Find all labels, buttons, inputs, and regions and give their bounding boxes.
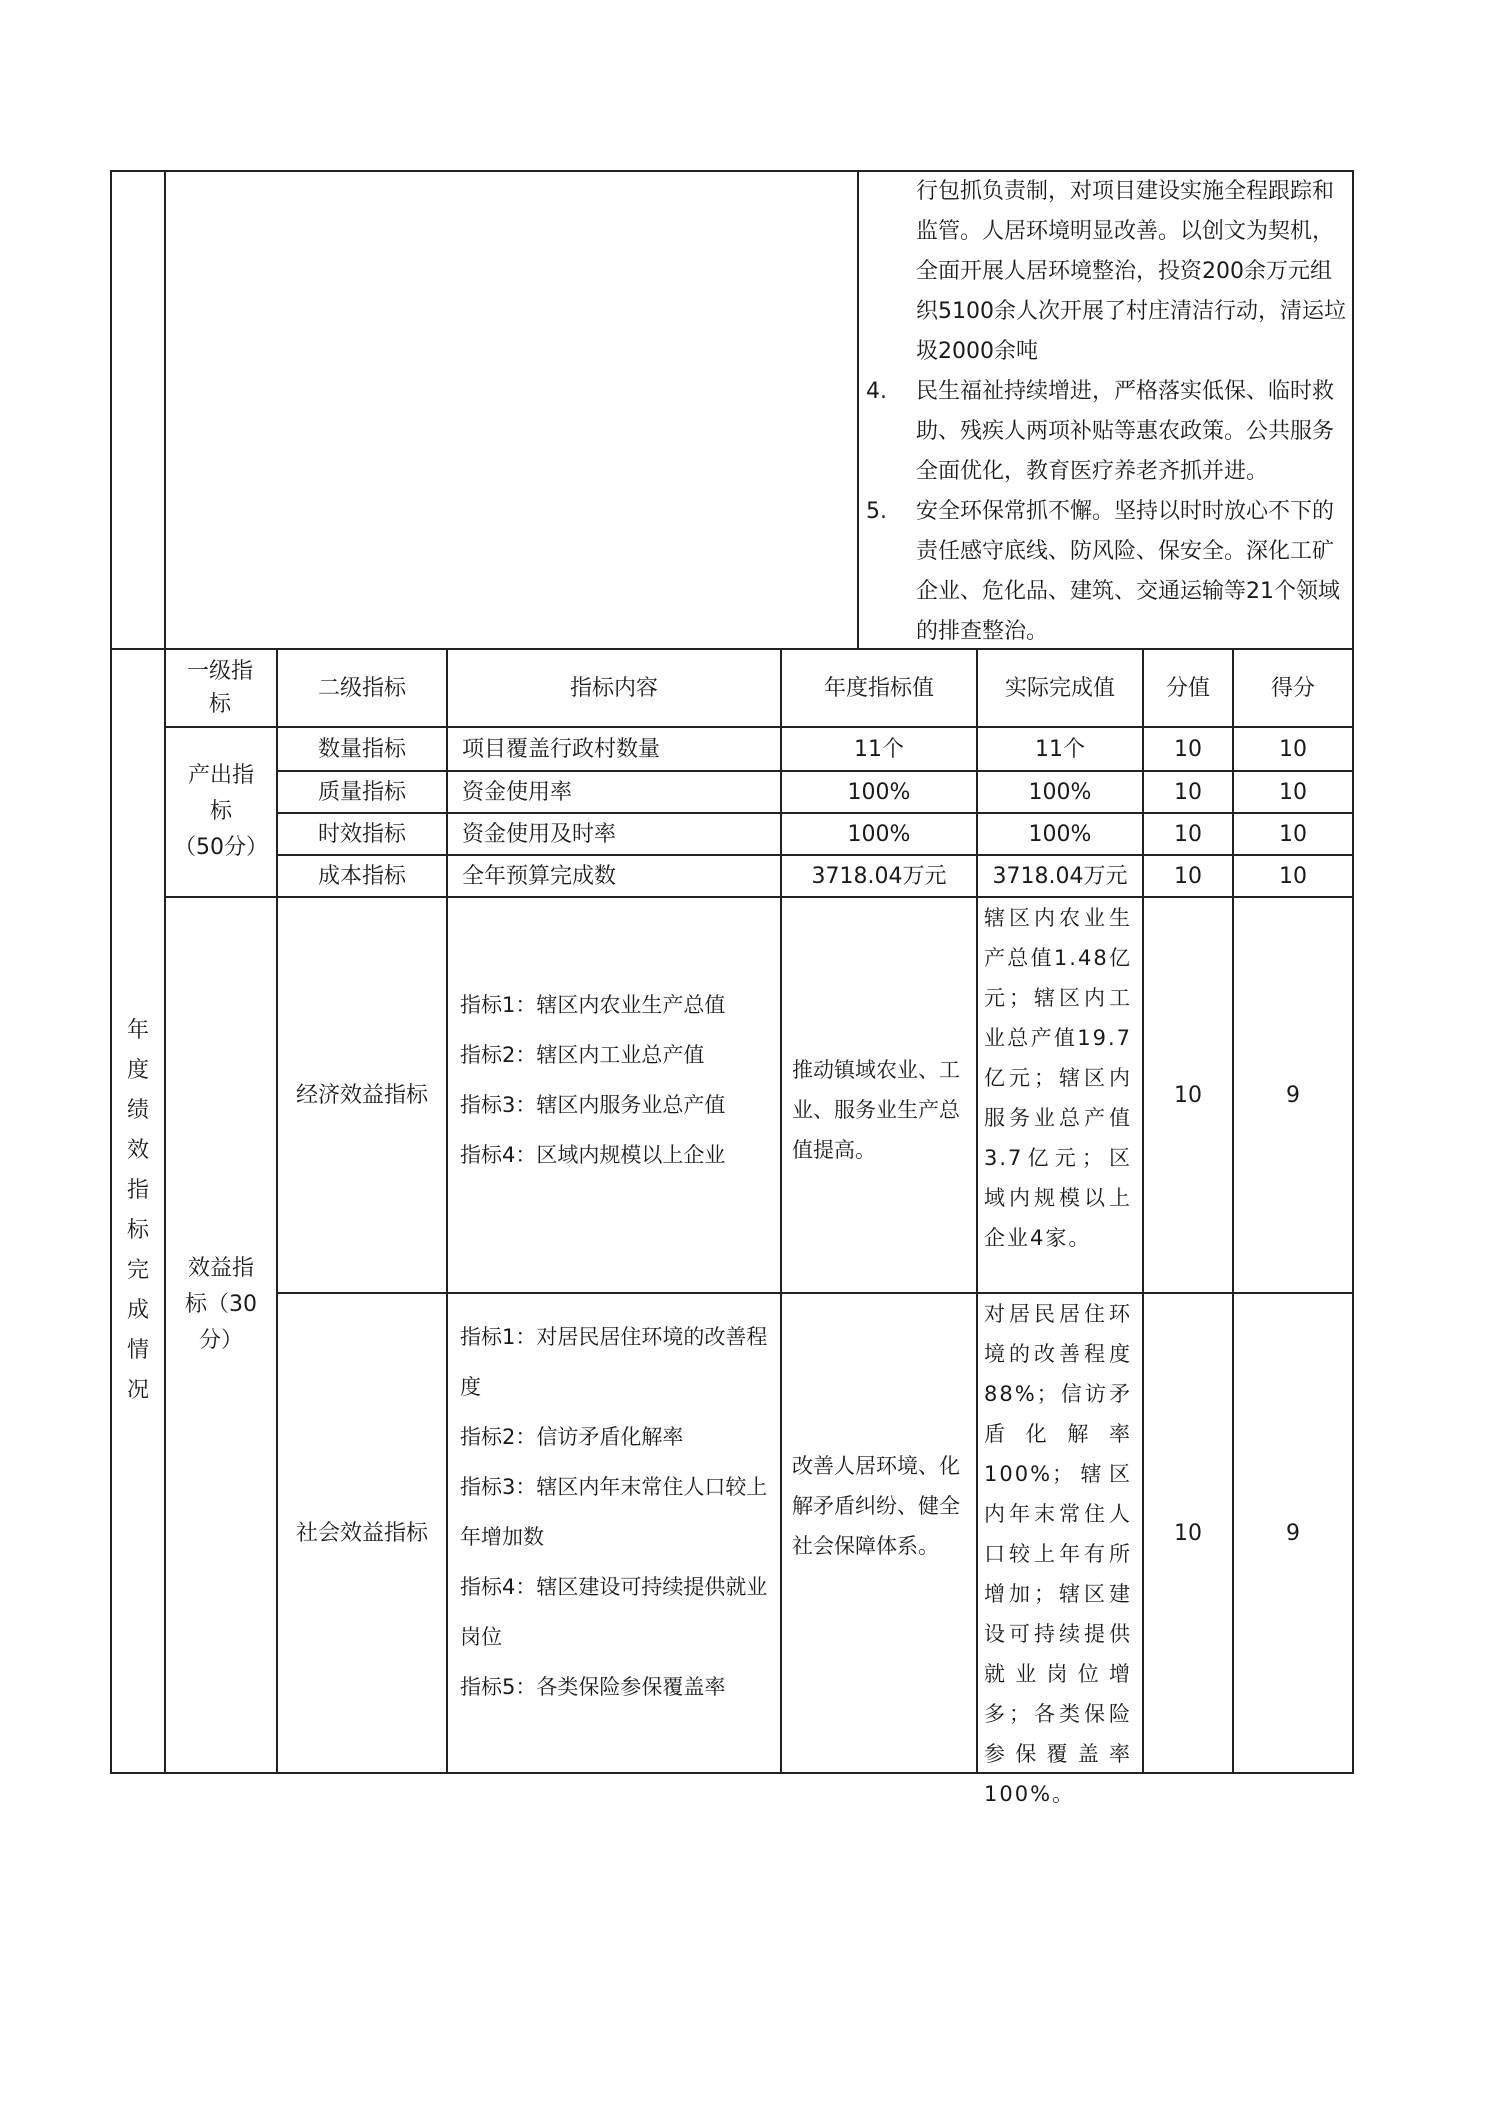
economic-score: 9 — [1286, 1082, 1300, 1108]
economic-score-value: 10 — [1174, 1082, 1202, 1108]
row-target: 100% — [847, 821, 911, 847]
list-item-5: 5. 安全环保常抓不懈。坚持以时时放心不下的责任感守底线、防风险、保安全。深化工矿企业、危化品、建筑、交通运输等21个领域的排查整治。 — [866, 499, 1340, 644]
table-border-right — [1352, 170, 1354, 1774]
row-target: 100% — [847, 779, 911, 805]
list-item-4: 4. 民生福祉持续增进，严格落实低保、临时救助、残疾人两项补贴等惠农政策。公共服务全面优化，教育医疗养老齐抓并进。 — [866, 379, 1335, 484]
social-target: 改善人居环境、化解矛盾纠纷、健全社会保障体系。 — [792, 1454, 960, 1558]
row-score-value: 10 — [1174, 821, 1202, 847]
row-level2: 质量指标 — [317, 779, 406, 805]
divider-top-mid — [857, 170, 859, 648]
header-score-value: 分值 — [1165, 675, 1210, 701]
header-target: 年度指标值 — [823, 675, 934, 701]
row-content: 项目覆盖行政村数量 — [462, 736, 661, 762]
economic-target: 推动镇域农业、工业、服务业生产总值提高。 — [792, 1058, 960, 1162]
top-section-text — [866, 172, 1346, 652]
social-score-value: 10 — [1174, 1520, 1202, 1546]
table-border-bottom — [110, 1772, 1354, 1774]
social-level2: 社会效益指标 — [295, 1520, 428, 1546]
row-actual: 100% — [1028, 779, 1092, 805]
row-score: 10 — [1279, 821, 1307, 847]
row-score: 10 — [1279, 736, 1307, 762]
economic-content: 指标1：辖区内农业生产总值 指标2：辖区内工业总产值 指标3：辖区内服务业总产值 指标4：区域内规模以上企业 — [460, 993, 726, 1167]
output-indicator-label: 产出指 标 （50分） — [174, 763, 268, 860]
row-actual: 11个 — [1035, 736, 1085, 762]
header-content: 指标内容 — [569, 675, 658, 701]
row-actual: 3718.04万元 — [992, 863, 1128, 889]
divider-top-label — [164, 170, 166, 648]
row-score: 10 — [1279, 863, 1307, 889]
header-level2: 二级指标 — [317, 675, 406, 701]
row-score: 10 — [1279, 779, 1307, 805]
row-level2: 时效指标 — [317, 821, 406, 847]
row-score-value: 10 — [1174, 736, 1202, 762]
social-content: 指标1：对居民居住环境的改善程度 指标2：信访矛盾化解率 指标3：辖区内年末常住人口较上年增加数 指标4：辖区建设可持续提供就业岗位 指标5：各类保险参保覆盖率 — [460, 1325, 768, 1699]
row-score-value: 10 — [1174, 779, 1202, 805]
row-target: 11个 — [854, 736, 904, 762]
header-actual: 实际完成值 — [1004, 675, 1115, 701]
row-level2: 成本指标 — [317, 863, 406, 889]
section-label-annual-performance: 年 度 绩 效 指 标 完 成 情 况 — [126, 1018, 149, 1403]
row-score-value: 10 — [1174, 863, 1202, 889]
row-level2: 数量指标 — [317, 736, 406, 762]
row-target: 3718.04万元 — [811, 863, 947, 889]
row-actual: 100% — [1028, 821, 1092, 847]
row-content: 资金使用及时率 — [462, 821, 617, 847]
social-actual: 对居民居住环境的改善程度88%；信访矛盾化解率100%；辖区内年末常住人口较上年有所增加；辖区建设可持续提供就业岗位增多；各类保险参保覆盖率100%。 — [984, 1302, 1132, 1806]
row-content: 资金使用率 — [462, 779, 573, 805]
continuation-paragraph: 行包抓负责制，对项目建设实施全程跟踪和监管。人居环境明显改善。以创文为契机，全面开展人居环境整治，投资200余万元组织5100余人次开展了村庄清洁行动，清运垃圾2000余吨 — [916, 179, 1346, 364]
social-score: 9 — [1286, 1520, 1300, 1546]
header-score: 得分 — [1270, 675, 1315, 701]
economic-actual: 辖区内农业生产总值1.48亿元；辖区内工业总产值19.7亿元；辖区内服务业总产值3.7亿元；区域内规模以上企业4家。 — [984, 906, 1132, 1250]
benefit-indicator-label: 效益指 标（30 分） — [185, 1256, 257, 1353]
economic-level2: 经济效益指标 — [295, 1082, 428, 1108]
row-content: 全年预算完成数 — [462, 863, 617, 889]
header-level1: 一级指标 — [186, 659, 253, 717]
